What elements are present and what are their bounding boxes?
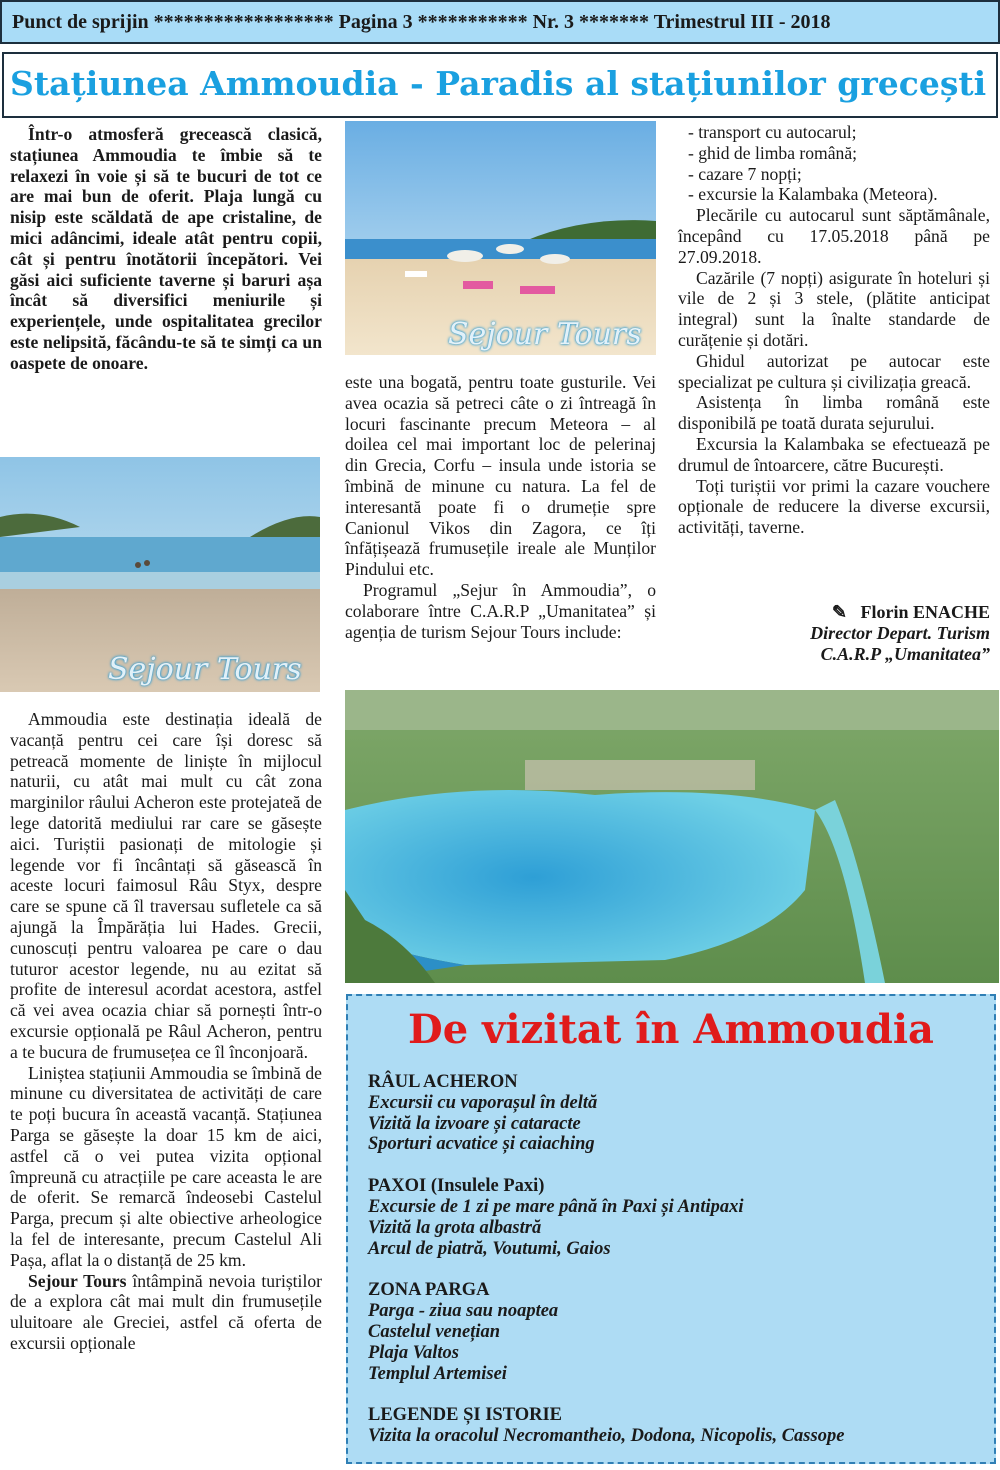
col2-paragraph-2: Programul „Sejur în Ammoudia”, o colaborare între C.A.R.P „Umanitatea” și agenția de turism Sejour Tours include: bbox=[345, 579, 656, 642]
visit-section-paxoi bbox=[368, 1176, 988, 1259]
author-role: Director Depart. Turism bbox=[810, 622, 990, 643]
author-organization: C.A.R.P „Umanitatea” bbox=[820, 643, 990, 664]
included-item: - excursie la Kalambaka (Meteora). bbox=[688, 184, 938, 205]
col2-paragraph-1: este una bogată, pentru toate gusturile. Vei avea ocazia să petreci câte o zi întreagă în locuri fascinante precum Meteora – al doilea cel mai important loc de pelerinaj din Grecia, Corfu – insula unde istoria se îmbină de minune cu natura. La fel de interesantă poate fi o drumeție spre Canionul Vikos din Zagora, ce îți înfățișează frumusețile ireale ale Munților Pindului etc. bbox=[345, 372, 656, 580]
col1-body bbox=[10, 709, 322, 1354]
included-item: - ghid de limba română; bbox=[688, 142, 858, 163]
intro-text: Într-o atmosferă grecească clasică, stațiunea Ammoudia te îmbie să te relaxezi în voie și să te bucuri de tot ce are mai bun de oferit. Plaja lungă cu nisip este scăldată de ape cristaline, de mici adâncimi, ideale atât pentru copii, cât și pentru înotătorii începători. Vei găsi aici suficiente taverne și baruri așa încât să diversifici meniurile și experiențele, unde ospitalitatea grecilor este nelipsită, făcându-te să te simți ca un oaspete de onoare. bbox=[10, 124, 322, 373]
author-name: Florin ENACHE bbox=[860, 602, 990, 622]
col1-paragraph-3 bbox=[10, 1271, 322, 1354]
col3-paragraph: Toți turiștii vor primi la cazare vouchere opționale de reducere la diverse excursii, activități, taverne. bbox=[678, 475, 990, 538]
visit-item: Vizita la oracolul Necromantheio, Dodona, Nicopolis, Cassope bbox=[368, 1426, 845, 1447]
visit-item: Templul Artemisei bbox=[368, 1363, 507, 1384]
photo-watermark-2: Sejour Tours bbox=[448, 317, 642, 352]
visit-item: Excursii cu vaporașul în deltă bbox=[368, 1092, 598, 1113]
visit-list bbox=[368, 1072, 988, 1468]
visit-item: Vizită la izvoare și cataracte bbox=[368, 1113, 581, 1134]
col3-body bbox=[678, 122, 990, 538]
visit-box bbox=[346, 994, 996, 1464]
visit-item: Castelul venețian bbox=[368, 1321, 501, 1342]
article-title bbox=[2, 52, 998, 118]
col1-paragraph-2: Liniștea stațiunii Ammoudia se îmbină de minune cu diversitatea de activități de care te poți bucura în această vacanță. Stațiunea Parga se găsește la doar 15 km de aici, astfel că o vei putea vizita opțional împreună cu atracțiile pe care aceasta le are de oferit. Se remarcă îndeosebi Castelul Parga, precum și alte obiective arheologice la fel de interesante, precum Castelul Ali Pașa, aflat la o distanță de 25 km. bbox=[10, 1062, 322, 1270]
visit-section-parga bbox=[368, 1280, 988, 1384]
visit-section-title: ZONA PARGA bbox=[368, 1280, 490, 1301]
included-item: - cazare 7 nopți; bbox=[688, 163, 802, 184]
visit-item: Arcul de piatră, Voutumi, Gaios bbox=[368, 1238, 611, 1259]
included-list bbox=[678, 122, 990, 205]
aerial-bay-photo-image bbox=[345, 690, 999, 983]
visit-section-title: PAXOI (Insulele Paxi) bbox=[368, 1176, 545, 1197]
author-line bbox=[678, 602, 990, 623]
visit-item: Vizită la grota albastră bbox=[368, 1217, 542, 1238]
visit-section-acheron bbox=[368, 1072, 988, 1155]
visit-section-legends bbox=[368, 1405, 988, 1447]
visit-section-title: RÂUL ACHERON bbox=[368, 1072, 518, 1092]
pen-icon: ✎ bbox=[831, 602, 861, 622]
beach-photo-1 bbox=[0, 457, 320, 692]
photo-watermark-1: Sejour Tours bbox=[108, 652, 302, 687]
intro-paragraph bbox=[10, 124, 322, 374]
col3-paragraph: Ghidul autorizat pe autocar este specializat pe cultura și civilizația greacă. bbox=[678, 350, 990, 392]
col1-paragraph-3-rest: întâmpină nevoia turiștilor de a explora cât mai mult din frumusețile uluitoare ale Greciei, astfel că oferta de excursii opționale bbox=[10, 1270, 322, 1353]
header-text: Punct de sprijin ****************** Pagina 3 *********** Nr. 3 ******* Trimestrul III - 2018 bbox=[12, 11, 831, 33]
col3-paragraph: Asistența în limba română este disponibilă pe toată durata sejurului. bbox=[678, 392, 990, 434]
beach-photo-2 bbox=[345, 121, 656, 355]
col1-paragraph-1: Ammoudia este destinația ideală de vacanță pentru cei care își doresc să petreacă momente de liniște în mijlocul naturii, cu atât mai mult cu cât zona marginilor râului Acheron este protejateă de lege datorită mediului rar care se găsește aici. Turiștii pasionați de mitologie și legende vor fi încântați să găsească în aceste locuri faimosul Râu Styx, despre care se spune că îl traversau sufletele ca să ajungă la Împărăția lui Hades. Grecii, cunoscuți pentru valoarea pe care o dau tuturor acestor legende, nu au ezitat să profite de interesul acordat acestora, astfel că vei avea ocazia chiar să pornești într-o excursie opțională pe Râul Acheron, pentru a te bucura de frumusețea ce îl înconjoară. bbox=[10, 709, 322, 1062]
col3-paragraph: Cazările (7 nopți) asigurate în hoteluri și vile de 2 și 3 stele, (plătite anticipat integral) sunt la înalte standarde de curățenie și dotări. bbox=[678, 267, 990, 350]
page-header bbox=[0, 0, 1000, 44]
visit-section-title: LEGENDE ȘI ISTORIE bbox=[368, 1405, 562, 1426]
author-signature bbox=[678, 602, 990, 664]
col3-paragraph: Excursia la Kalambaka se efectuează pe drumul de întoarcere, către București. bbox=[678, 433, 990, 475]
col2-body bbox=[345, 372, 656, 642]
article-title-text: Stațiunea Ammoudia - Paradis al stațiunilor grecești bbox=[10, 64, 987, 103]
visit-title: De vizitat în Ammoudia bbox=[408, 1006, 934, 1053]
visit-item: Parga - ziua sau noaptea bbox=[368, 1301, 559, 1322]
sejour-tours-name: Sejour Tours bbox=[28, 1270, 127, 1291]
visit-item: Plaja Valtos bbox=[368, 1342, 459, 1363]
col3-paragraph: Plecările cu autocarul sunt săptămânale, începând cu 17.05.2018 până pe 27.09.2018. bbox=[678, 205, 990, 267]
included-item: - transport cu autocarul; bbox=[688, 122, 857, 142]
aerial-bay-photo bbox=[345, 690, 999, 983]
visit-item: Sporturi acvatice și caiaching bbox=[368, 1134, 595, 1155]
visit-item: Excursie de 1 zi pe mare până în Paxi și Antipaxi bbox=[368, 1196, 744, 1217]
